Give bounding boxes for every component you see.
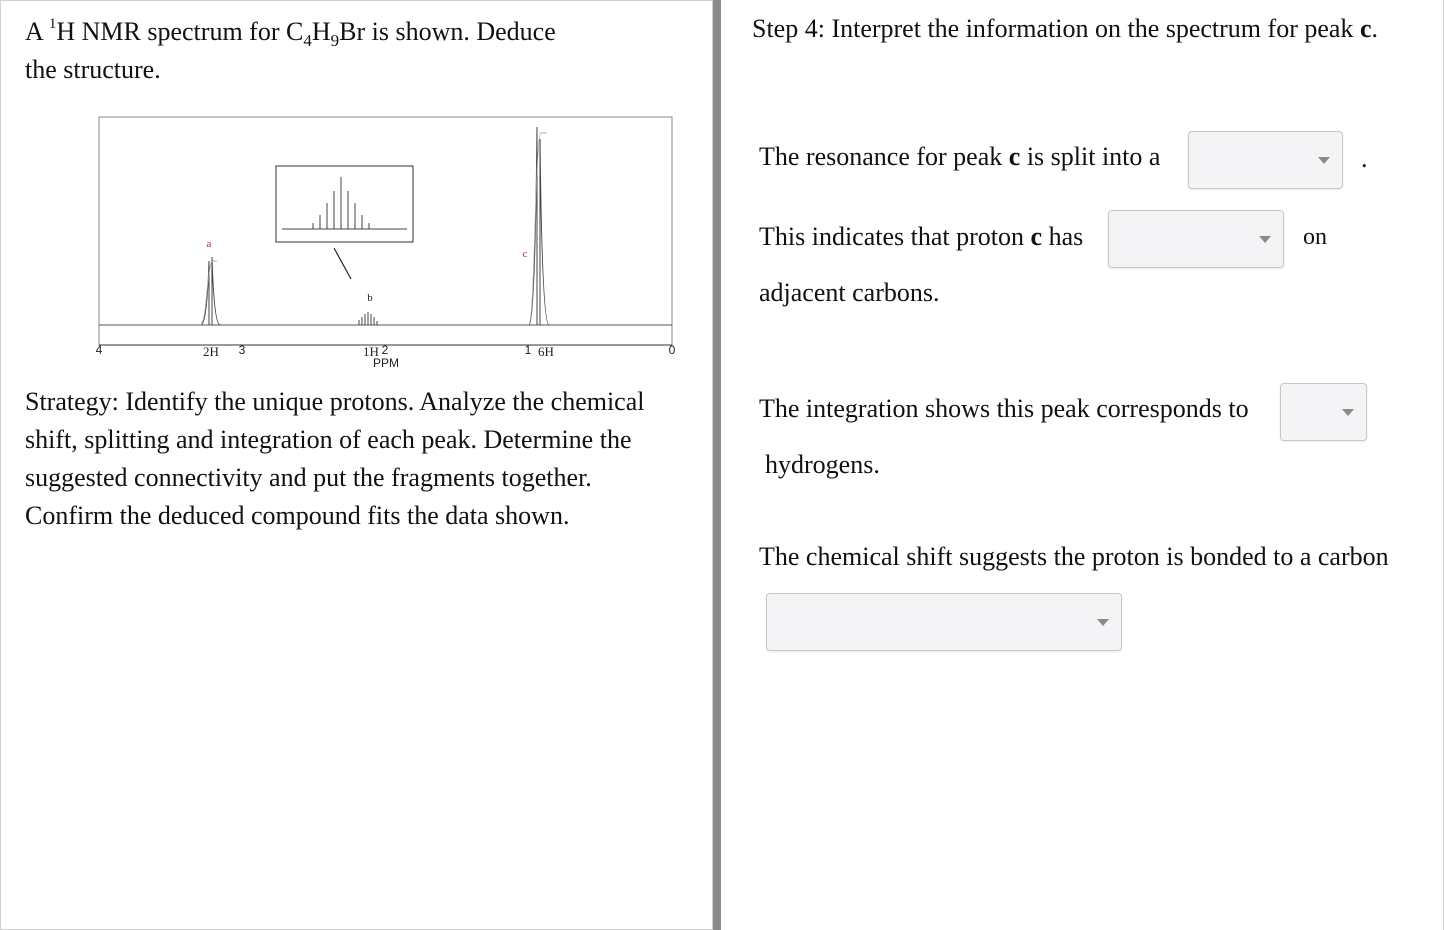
chevron-down-icon xyxy=(1259,236,1271,243)
tick-4: 4 xyxy=(95,343,103,357)
integration-b: 1H xyxy=(363,344,379,359)
step-title-end: . xyxy=(1371,14,1378,43)
q2-peak: c xyxy=(1030,222,1043,251)
neighbors-dropdown[interactable] xyxy=(1108,210,1284,268)
hydrogens-dropdown[interactable] xyxy=(1280,383,1367,441)
strategy-line-4: Confirm the deduced compound fits the data shown. xyxy=(25,501,570,530)
hydrogen-count: 9 xyxy=(330,31,340,50)
panel-divider[interactable] xyxy=(713,0,721,930)
question-panel xyxy=(0,0,713,930)
chevron-down-icon xyxy=(1318,157,1330,164)
question-prefix: A xyxy=(25,17,49,46)
chevron-down-icon xyxy=(1097,619,1109,626)
question-line-1 xyxy=(25,13,556,51)
splitting-dropdown[interactable] xyxy=(1188,131,1343,189)
step-panel xyxy=(721,0,1444,930)
nmr-spectrum xyxy=(89,111,689,373)
tick-2: 2 xyxy=(381,343,389,357)
q2-text xyxy=(759,218,1083,256)
peak-label-c: c xyxy=(522,248,528,260)
hydrogen-symbol: H xyxy=(311,17,331,46)
isotope-superscript: 1 xyxy=(48,16,57,32)
q2-line-2: adjacent carbons. xyxy=(759,278,940,307)
peak-label-a: a xyxy=(206,238,212,250)
inset-box xyxy=(276,166,413,242)
tick-3: 3 xyxy=(238,343,246,357)
step-title xyxy=(752,10,1378,48)
q2-suffix: has xyxy=(1042,222,1084,251)
integration-c: 6H xyxy=(538,344,554,359)
chevron-down-icon xyxy=(1342,409,1354,416)
question-mid: NMR spectrum for C xyxy=(75,17,304,46)
peak-label-b: b xyxy=(367,292,373,304)
q4-line-1: The chemical shift suggests the proton is bonded to a carbon xyxy=(759,542,1389,571)
q1-period: . xyxy=(1361,144,1368,173)
q3-line-2: hydrogens. xyxy=(765,450,880,479)
q1-prefix: The resonance for peak xyxy=(759,142,1009,171)
q2-on: on xyxy=(1303,224,1327,250)
x-axis-label: PPM xyxy=(372,356,400,370)
q1-text xyxy=(759,138,1160,176)
question-end: Br is shown. Deduce xyxy=(339,17,556,46)
carbon-count: 4 xyxy=(303,31,312,50)
step-title-peak: c xyxy=(1359,14,1372,43)
q3-line-1: The integration shows this peak corresponds to xyxy=(759,394,1249,423)
integration-a: 2H xyxy=(203,344,219,359)
tick-0: 0 xyxy=(668,343,676,357)
q2-prefix: This indicates that proton xyxy=(759,222,1031,251)
strategy-line-1: Strategy: Identify the unique protons. Analyze the chemical xyxy=(25,387,645,416)
question-line-2: the structure. xyxy=(25,55,161,84)
tick-1: 1 xyxy=(524,343,532,357)
carbon-type-dropdown[interactable] xyxy=(766,593,1122,651)
strategy-line-2: shift, splitting and integration of each peak. Determine the xyxy=(25,425,632,454)
step-title-text: Step 4: Interpret the information on the spectrum for peak xyxy=(752,14,1360,43)
peak-b xyxy=(359,312,377,325)
q1-peak: c xyxy=(1008,142,1021,171)
q1-suffix: is split into a xyxy=(1020,142,1161,171)
inset-pointer xyxy=(334,248,351,279)
strategy-line-3: suggested connectivity and put the fragments together. xyxy=(25,463,592,492)
nucleus-symbol: H xyxy=(56,17,76,46)
